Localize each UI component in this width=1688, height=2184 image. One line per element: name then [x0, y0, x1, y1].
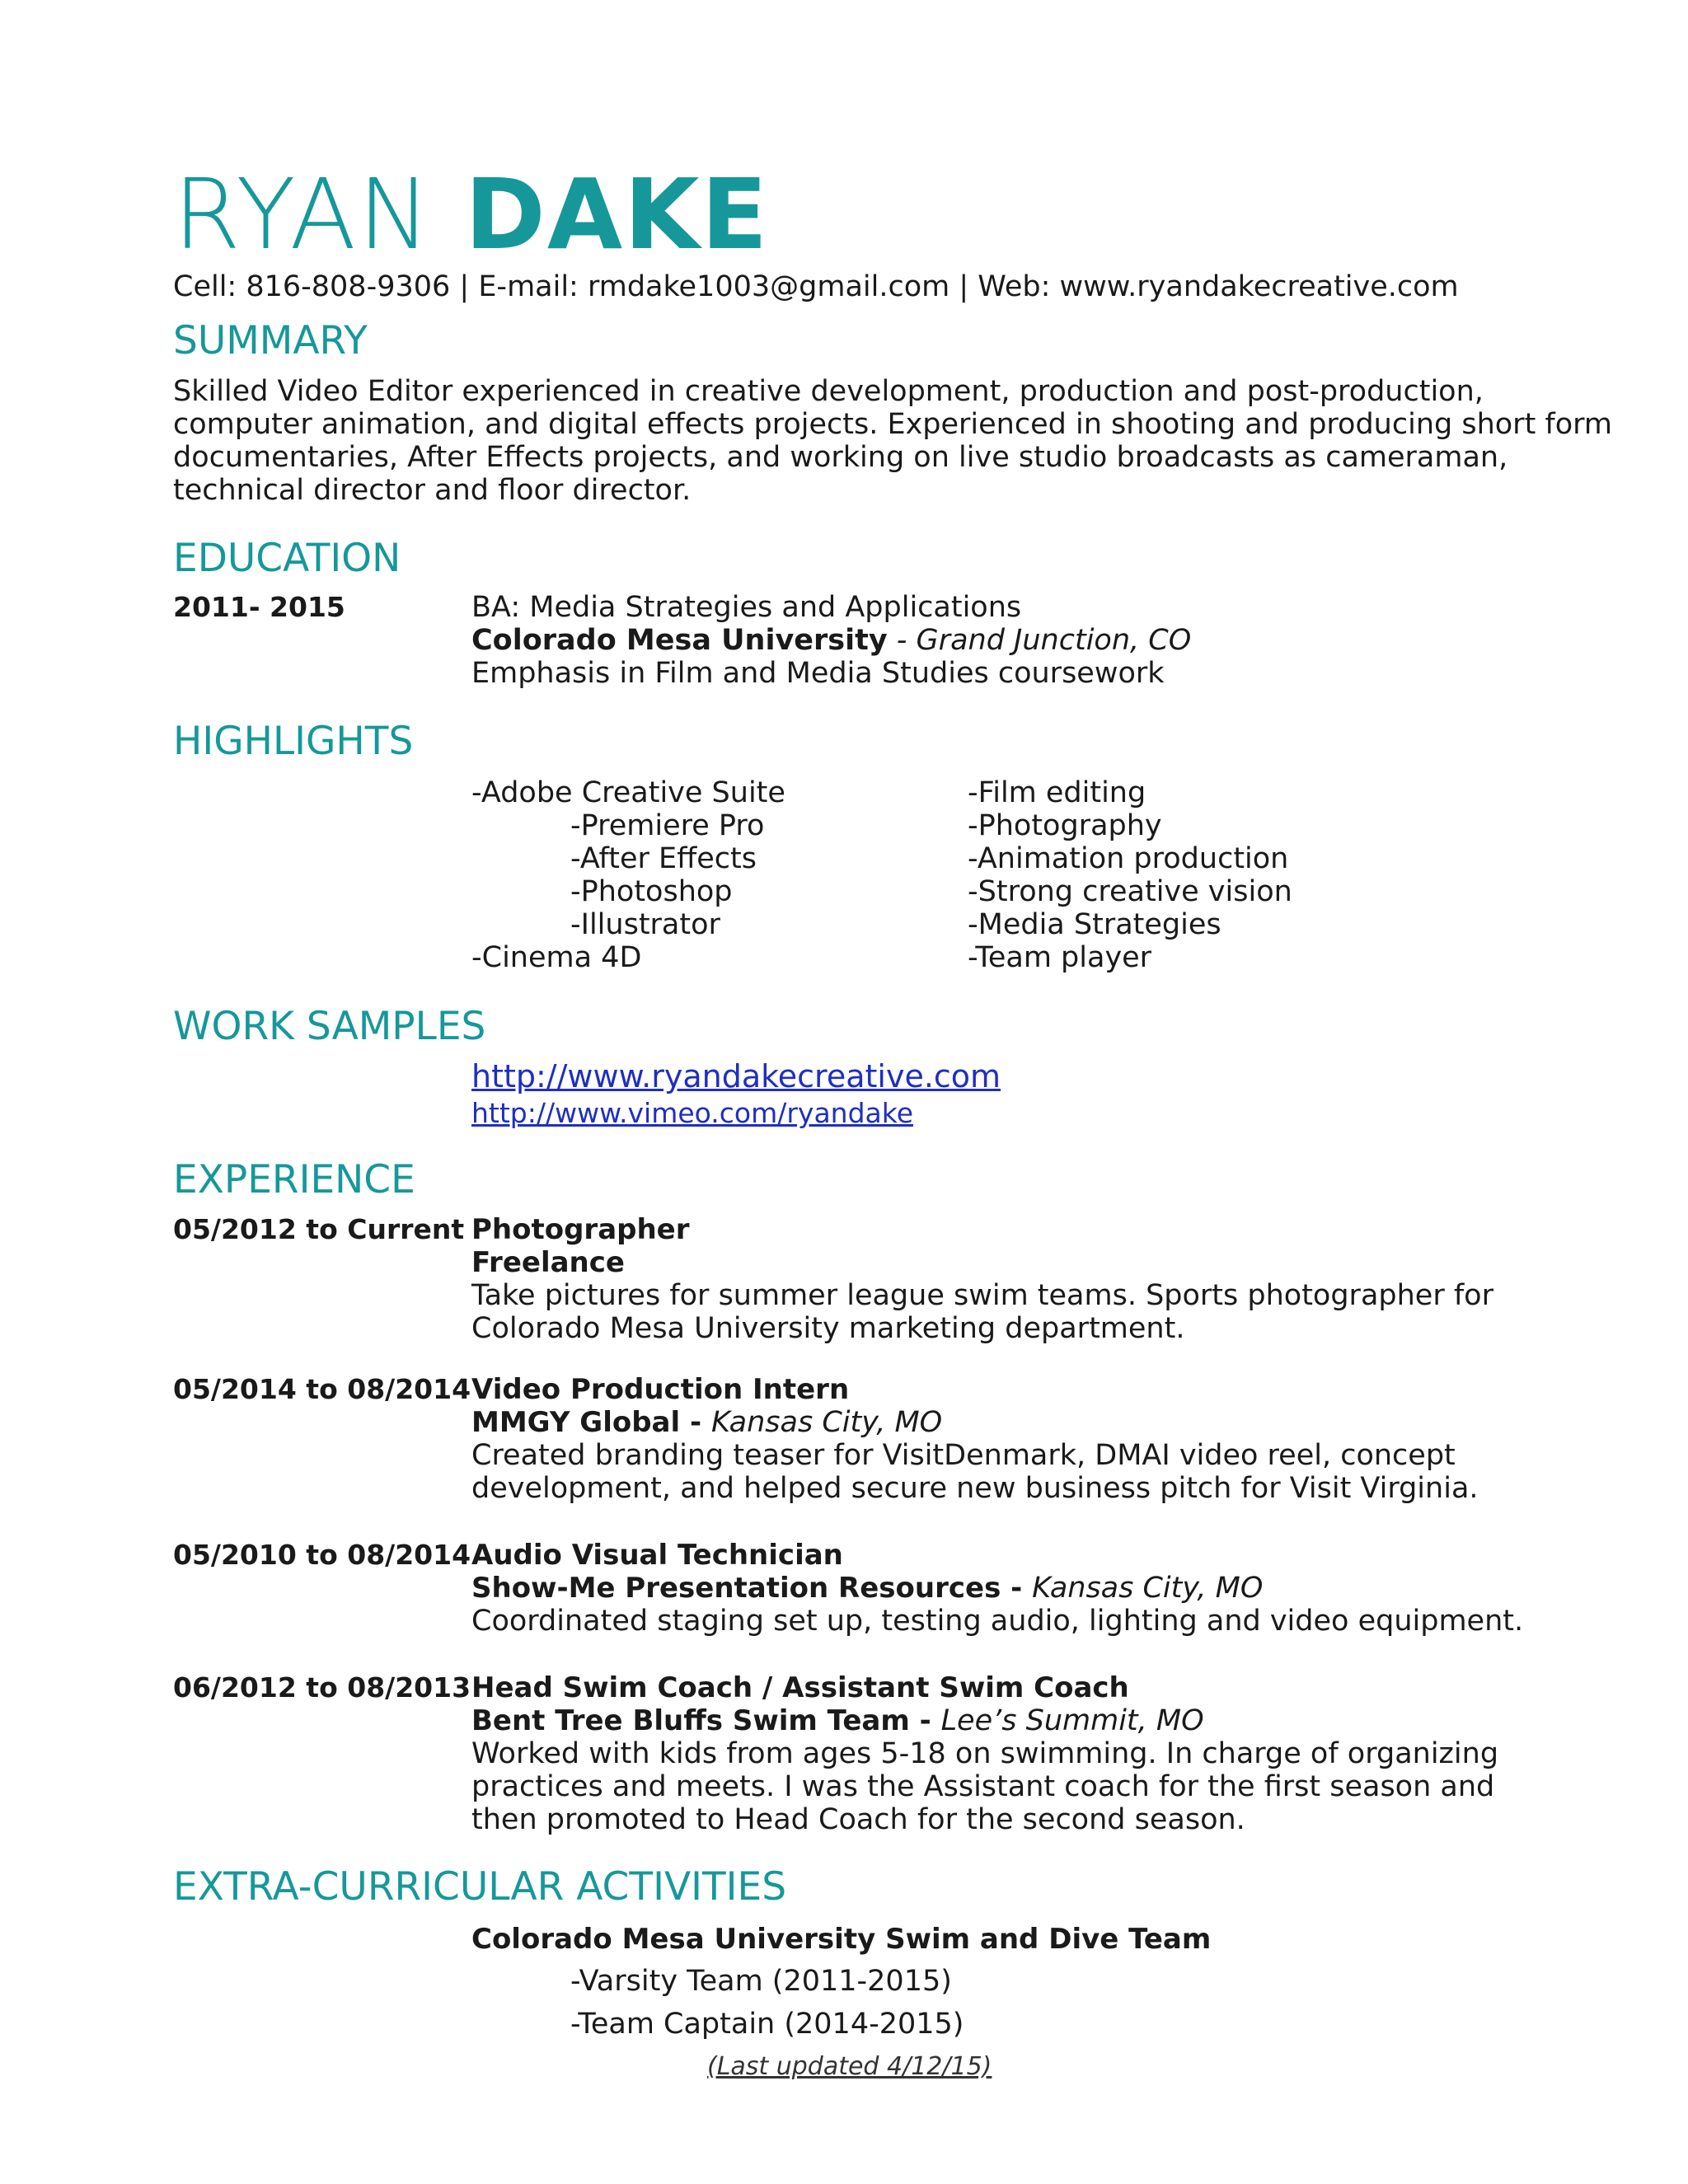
job-org-line [471, 1704, 1204, 1737]
job-org-line [471, 1572, 1263, 1605]
education-note: Emphasis in Film and Media Studies coursework [471, 657, 1165, 690]
job-location: Lee’s Summit, MO [940, 1704, 1204, 1737]
job-org: Freelance [471, 1246, 625, 1279]
highlight-item: -Film editing [968, 776, 1146, 809]
last-name: DAKE [464, 157, 770, 271]
highlight-item: -Team player [968, 941, 1152, 974]
summary-heading: SUMMARY [173, 318, 368, 363]
contact-line: Cell: 816-808-9306 | E-mail: rmdake1003@gmail.com | Web: www.ryandakecreative.com [173, 270, 1459, 303]
highlight-item: -Adobe Creative Suite [471, 776, 785, 809]
summary-line: technical director and floor director. [173, 474, 692, 507]
job-desc-line: Coordinated staging set up, testing audio, lighting and video equipment. [471, 1605, 1524, 1638]
job-org: Bent Tree Bluffs Swim Team - [471, 1704, 941, 1737]
resume-name [173, 157, 769, 272]
summary-line: documentaries, After Effects projects, and working on live studio broadcasts as cameraman, [173, 441, 1508, 474]
job-desc-line: then promoted to Head Coach for the second season. [471, 1803, 1245, 1836]
highlight-subitem: -Premiere Pro [570, 809, 765, 842]
job-desc-line: Take pictures for summer league swim teams. Sports photographer for [471, 1279, 1493, 1312]
education-school: Colorado Mesa University [471, 624, 888, 657]
education-degree: BA: Media Strategies and Applications [471, 591, 1022, 624]
summary-line: computer animation, and digital effects projects. Experienced in shooting and producing short form [173, 408, 1613, 441]
job-dates: 05/2014 to 08/2014 [173, 1373, 471, 1405]
vimeo-link[interactable]: http://www.vimeo.com/ryandake [471, 1097, 914, 1129]
job-dates: 05/2012 to Current [173, 1213, 465, 1245]
job-desc-line: Colorado Mesa University marketing department. [471, 1312, 1185, 1345]
activity-item: -Team Captain (2014-2015) [570, 2008, 964, 2041]
job-dates: 05/2010 to 08/2014 [173, 1539, 471, 1571]
education-dates: 2011- 2015 [173, 591, 345, 623]
job-desc-line: development, and helped secure new business pitch for Visit Virginia. [471, 1472, 1479, 1505]
experience-heading: EXPERIENCE [173, 1157, 415, 1202]
job-location: Kansas City, MO [710, 1406, 943, 1439]
job-desc-line: Created branding teaser for VisitDenmark, DMAI video reel, concept [471, 1439, 1456, 1472]
activity-org: Colorado Mesa University Swim and Dive Team [471, 1923, 1212, 1956]
highlight-subitem: -Illustrator [570, 908, 720, 941]
activity-item: -Varsity Team (2011-2015) [570, 1965, 952, 1998]
summary-line: Skilled Video Editor experienced in creative development, production and post-production, [173, 375, 1484, 408]
job-desc-line: practices and meets. I was the Assistant coach for the first season and [471, 1770, 1495, 1803]
first-name: RYAN [173, 157, 433, 271]
job-title: Head Swim Coach / Assistant Swim Coach [471, 1671, 1129, 1704]
job-title: Photographer [471, 1213, 690, 1246]
education-school-line [471, 624, 1191, 657]
highlight-item: -Media Strategies [968, 908, 1221, 941]
job-org: Show-Me Presentation Resources - [471, 1572, 1033, 1605]
job-desc-line: Worked with kids from ages 5-18 on swimming. In charge of organizing [471, 1737, 1499, 1770]
job-org: MMGY Global - [471, 1406, 711, 1439]
job-title: Video Production Intern [471, 1373, 850, 1406]
summary-paragraph [173, 375, 1613, 507]
highlight-item: -Cinema 4D [471, 941, 642, 974]
job-org-line [471, 1406, 942, 1439]
work-samples-heading: WORK SAMPLES [173, 1004, 486, 1049]
highlights-heading: HIGHLIGHTS [173, 719, 414, 764]
highlight-item: -Photography [968, 809, 1162, 842]
job-title: Audio Visual Technician [471, 1539, 843, 1572]
website-link[interactable]: http://www.ryandakecreative.com [471, 1058, 1001, 1094]
job-dates: 06/2012 to 08/2013 [173, 1671, 471, 1704]
highlight-subitem: -After Effects [570, 842, 757, 875]
last-updated-note: (Last updated 4/12/15) [707, 2052, 992, 2081]
highlight-item: -Strong creative vision [968, 875, 1292, 908]
job-location: Kansas City, MO [1032, 1572, 1264, 1605]
education-heading: EDUCATION [173, 536, 401, 581]
highlight-item: -Animation production [968, 842, 1289, 875]
highlight-subitem: -Photoshop [570, 875, 733, 908]
education-location: - Grand Junction, CO [887, 624, 1192, 657]
activities-heading: EXTRA-CURRICULAR ACTIVITIES [173, 1864, 787, 1910]
